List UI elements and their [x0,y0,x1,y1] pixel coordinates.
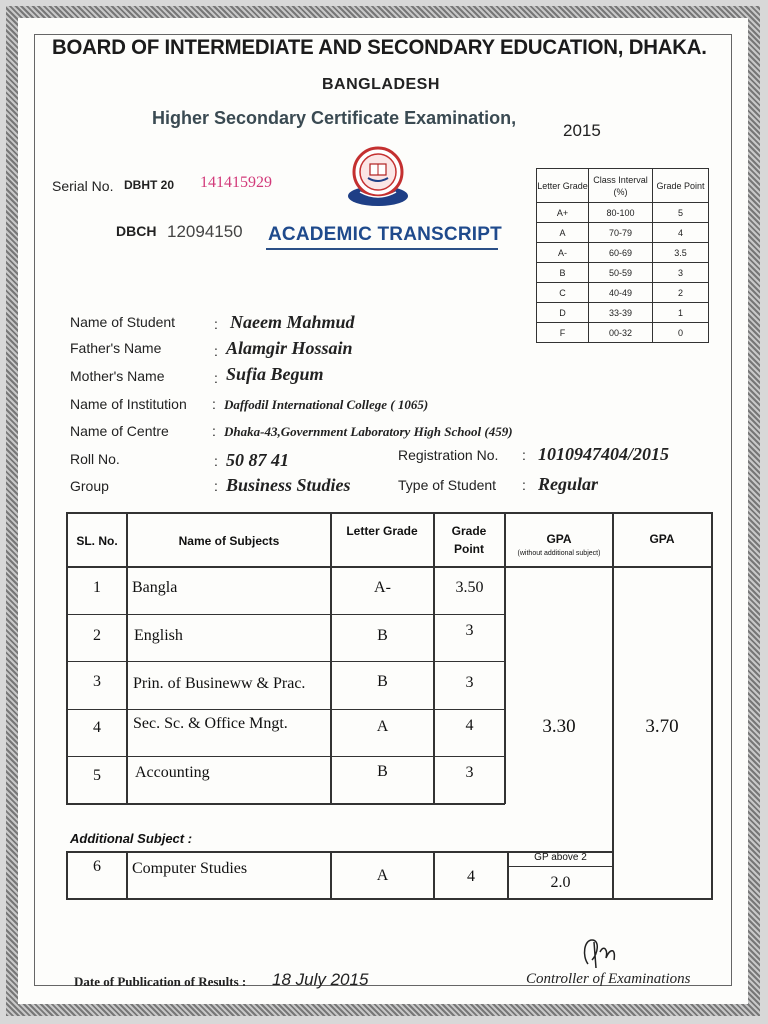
colon: : [212,396,216,412]
row-point: 3 [465,622,474,639]
mother-name: Sufia Begum [226,364,324,384]
header-gpa: GPA [649,532,675,546]
scale-letter: A- [537,243,589,263]
row-subject: Prin. of Busineww & Prac. [133,675,306,692]
scale-interval: 80-100 [589,203,653,223]
scale-interval: 60-69 [589,243,653,263]
gpa-without-additional: 3.30 [542,716,576,737]
row-letter: A- [374,579,391,596]
publication-date-label: Date of Publication of Results : [74,974,247,989]
scale-row [537,203,709,223]
row-sl: 3 [93,673,101,690]
scale-header-letter: Letter Grade [537,169,589,203]
dbch-label: DBCH [116,223,157,239]
header-letter-grade: Letter Grade [346,524,418,538]
publication-date: 18 July 2015 [272,970,369,989]
row-point: 4 [465,717,474,734]
scale-point: 1 [653,303,709,323]
mother-name-label: Mother's Name [70,368,165,384]
board-seal-icon [346,144,410,212]
gpa-total: 3.70 [645,716,679,737]
registration-label: Registration No. [398,447,499,463]
grade-scale-table [536,168,709,343]
header-grade-point: Grade Point [451,524,487,556]
scale-header-interval: Class Interval (%) [589,169,653,203]
header-gpa-note: (without additional subject) [517,550,601,557]
scale-letter: D [537,303,589,323]
row-letter: A [376,718,389,735]
header-sl: SL. No. [76,534,118,548]
scale-interval: 70-79 [589,223,653,243]
scale-row [537,223,709,243]
registration-number: 1010947404/2015 [538,444,670,464]
row-sl: 2 [93,627,101,644]
row-sl: 6 [93,858,101,875]
scale-row [537,323,709,343]
centre-label: Name of Centre [70,423,169,439]
row-subject: Sec. Sc. & Office Mngt. [133,715,288,732]
group-label: Group [70,478,109,494]
group-name: Business Studies [226,475,351,495]
father-name-label: Father's Name [70,340,162,356]
board-title: BOARD OF INTERMEDIATE AND SECONDARY EDUCATION, DHAKA. [52,36,707,59]
scale-row [537,263,709,283]
scale-point: 5 [653,203,709,223]
row-subject: Bangla [132,579,178,596]
scale-header-point: Grade Point [653,169,709,203]
gp-above-value: 2.0 [550,874,571,891]
scale-interval: 40-49 [589,283,653,303]
scale-point: 3.5 [653,243,709,263]
roll-label: Roll No. [70,451,120,467]
dbch-number: 12094150 [167,222,243,241]
scale-row [537,243,709,263]
student-name-label: Name of Student [70,314,176,330]
row-point: 3 [465,764,474,781]
exam-year: 2015 [563,121,601,140]
colon: : [522,477,526,493]
colon: : [214,316,218,332]
institution-name: Daffodil International College ( 1065) [224,397,429,412]
colon: : [214,370,218,386]
controller-of-examinations: Controller of Examinations [526,971,691,987]
colon: : [214,478,218,494]
row-letter: B [377,763,388,780]
row-letter: A [376,867,389,884]
serial-code: DBHT 20 [124,178,175,192]
student-type: Regular [538,474,599,494]
header-gpa-without-additional: GPA [546,532,572,546]
colon: : [214,343,218,359]
country: BANGLADESH [322,76,440,93]
roll-number: 50 87 41 [226,450,289,470]
row-point: 4 [467,868,475,885]
student-name: Naeem Mahmud [230,312,355,332]
scale-row [537,303,709,323]
scale-interval: 50-59 [589,263,653,283]
signature-icon [574,934,644,974]
scale-row [537,283,709,303]
title-underline [266,248,498,250]
scale-letter: A [537,223,589,243]
row-letter: B [377,627,388,644]
row-letter: B [377,673,388,690]
scale-letter: B [537,263,589,283]
row-point: 3.50 [455,579,484,596]
serial-number: 141415929 [200,174,272,191]
scale-letter: C [537,283,589,303]
row-sl: 5 [93,767,101,784]
additional-subject-label: Additional Subject : [70,831,193,846]
institution-label: Name of Institution [70,396,187,412]
document-title: ACADEMIC TRANSCRIPT [268,224,502,245]
colon: : [212,423,216,439]
header-subject: Name of Subjects [178,534,280,548]
scale-letter: F [537,323,589,343]
serial-label: Serial No. [52,178,114,194]
student-type-label: Type of Student [398,477,497,493]
scale-point: 0 [653,323,709,343]
scale-interval: 33-39 [589,303,653,323]
row-point: 3 [465,674,474,691]
gp-above-label: GP above 2 [534,852,587,863]
scale-point: 4 [653,223,709,243]
colon: : [214,453,218,469]
row-subject: Accounting [135,764,210,781]
centre-name: Dhaka-43,Government Laboratory High School (459) [224,424,513,439]
scale-letter: A+ [537,203,589,223]
exam-title: Higher Secondary Certificate Examination, [152,108,517,128]
row-sl: 4 [93,719,101,736]
row-sl: 1 [93,579,101,596]
scale-point: 3 [653,263,709,283]
scale-interval: 00-32 [589,323,653,343]
father-name: Alamgir Hossain [226,338,353,358]
row-subject: English [134,627,183,644]
row-subject: Computer Studies [132,860,248,877]
colon: : [522,447,526,463]
scale-point: 2 [653,283,709,303]
